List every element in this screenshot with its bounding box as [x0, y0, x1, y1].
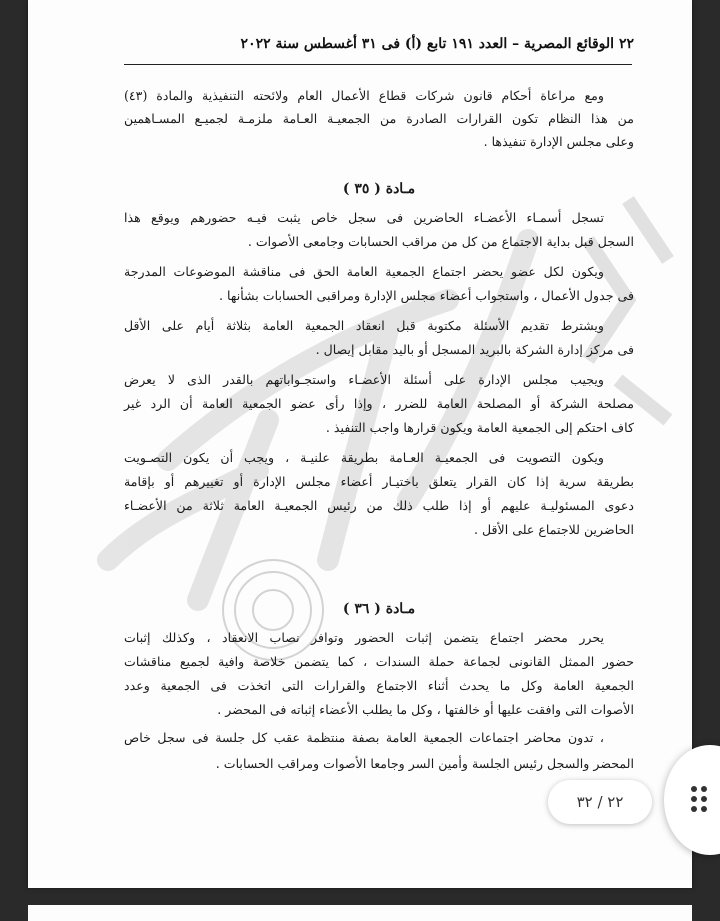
document-page	[28, 0, 692, 888]
text-line: حضور الممثل القانونى لجماعة حملة السندات ، كما يتضمن خلاصة وافية لجميع مناقشات	[124, 654, 634, 669]
text-line: الأصوات التى وافقت عليها أو خالفتها ، وكل ما يطلب الأعضاء إثباته فى المحضر .	[217, 702, 634, 717]
text-line: فى مركز إدارة الشركة بالبريد المسجل أو باليد مقابل إيصال .	[315, 342, 634, 357]
text-line: وعلى مجلس الإدارة تنفيذها .	[483, 134, 634, 149]
text-line: ويشترط تقديم الأسئلة مكتوبة قبل انعقاد الجمعية العامة بثلاثة أيام على الأقل	[124, 318, 604, 333]
next-page-edge	[28, 905, 692, 921]
text-line: مصلحة الشركة أو المصلحة العامة للضرر ، وإذا رأى عضو الجمعية العامة أن الرد غير	[124, 396, 634, 411]
text-line: يحرر محضر اجتماع يتضمن إثبات الحضور وتوافر نصاب الانعقاد ، وكذلك إثبات	[124, 630, 604, 645]
text-line: ويكون التصويت فى الجمعيـة العـامة بطريقة علنيـة ، ويجب أن يكون التصـويت	[124, 450, 604, 465]
text-line: السجل قبل بداية الاجتماع من كل من مراقب الحسابات وجامعى الأصوات .	[247, 234, 634, 249]
text-line: دعوى المسئوليـة عليهم أو إذا طلب ذلك من رئيس الجمعيـة العامة ثلاثة من الأعضـاء	[124, 498, 634, 513]
text-line: فى جدول الأعمال ، واستجواب أعضاء مجلس الإدارة ومراقبى الحسابات بشأنها .	[219, 288, 634, 303]
text-line: ويجيب مجلس الإدارة على أسئلة الأعضـاء واستجـواباتهم بالقدر الذى لا يعرض	[124, 372, 604, 387]
text-line: ومع مراعاة أحكام قانون شركات قطاع الأعمال العام ولائحته التنفيذية والمادة (٤٣)	[124, 88, 604, 103]
text-line: تسجل أسمـاء الأعضـاء الحاضرين فى سجل خاص يثبت فيـه حضورهم ويوقع هذا	[124, 210, 604, 225]
text-line: ، تدون محاضر اجتماعات الجمعية العامة بصفة منتظمة عقب كل جلسة فى سجل خاص	[124, 730, 604, 745]
text-line: من هذا النظام تكون القرارات الصادرة من الجمعيـة العـامة ملزمـة لجميـع المسـاهمين	[124, 111, 634, 126]
header-divider	[124, 64, 632, 65]
text-line: ويكون لكل عضو يحضر اجتماع الجمعية العامة الحق فى مناقشة الموضوعات المدرجة	[124, 264, 604, 279]
text-line: المحضر والسجل رئيس الجلسة وأمين السر وجامعا الأصوات ومراقب الحسابات .	[215, 756, 634, 771]
text-line: بطريقة سرية إذا كان القرار يتعلق باختيـار أعضاء مجلس الإدارة أو تغييرهم أو بإقامة	[124, 474, 634, 489]
article-heading: مـادة ( ٣٦ )	[342, 601, 416, 617]
page-indicator[interactable]: ٢٢ / ٣٢	[548, 780, 652, 824]
text-line: الجمعية العامة وكل ما يحدث أثناء الاجتماع والقرارات التى اتخذت فى الجمعية وعدد	[124, 678, 634, 693]
text-line: الحاضرين للاجتماع على الأقل .	[473, 522, 634, 537]
text-line: كاف احتكم إلى الجمعية العامة ويكون قرارها واجب التنفيذ .	[325, 420, 634, 435]
article-heading: مـادة ( ٣٥ )	[342, 181, 416, 197]
grid-dots-icon	[690, 785, 710, 815]
page-header: ٢٢ الوقائع المصرية – العدد ١٩١ تابع (أ) فى ٣١ أغسطس سنة ٢٠٢٢	[240, 36, 634, 52]
